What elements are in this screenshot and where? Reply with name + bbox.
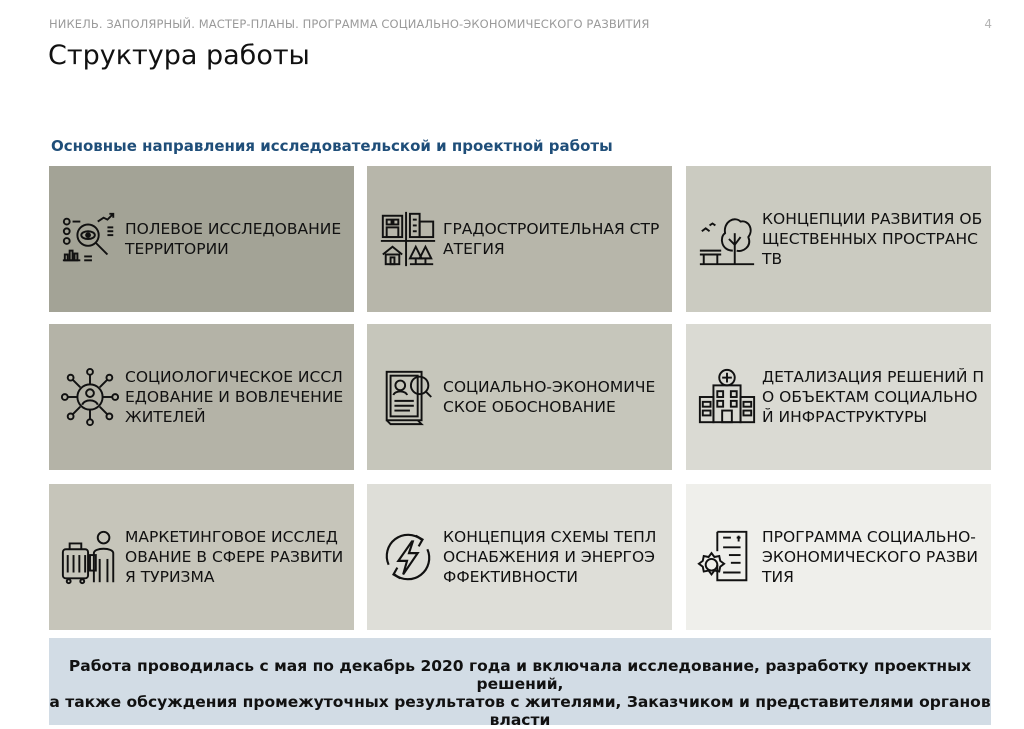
- card-public-spaces: [686, 166, 991, 312]
- card-heat-supply: [367, 484, 672, 630]
- energy-cycle-icon: [375, 524, 441, 590]
- card-label: ПРОГРАММА СОЦИАЛЬНО-ЭКОНОМИЧЕСКОГО РАЗВИТИЯ: [762, 528, 978, 586]
- summary-line-1: Работа проводилась с мая по декабрь 2020 года и включала исследование, разработку проектных решений,: [68, 657, 972, 693]
- card-urban-strategy: [367, 166, 672, 312]
- card-label: ПОЛЕВОЕ ИССЛЕДОВАНИЕ ТЕРРИТОРИИ: [125, 220, 342, 258]
- card-label: МАРКЕТИНГОВОЕ ИССЛЕДОВАНИЕ В СФЕРЕ РАЗВИТИЯ ТУРИЗМА: [125, 528, 344, 586]
- card-tourism-marketing: [49, 484, 354, 630]
- socio-economic-icon: [375, 364, 441, 430]
- card-label: КОНЦЕПЦИЯ СХЕМЫ ТЕПЛОСНАБЖЕНИЯ И ЭНЕРГОЭФФЕКТИВНОСТИ: [443, 528, 657, 586]
- summary-line-2: а также обсуждения промежуточных результатов с жителями, Заказчиком и представителями органов власти: [49, 693, 991, 729]
- card-development-program: [686, 484, 991, 630]
- section-title: Основные направления исследовательской и проектной работы: [51, 137, 613, 155]
- card-label: ГРАДОСТРОИТЕЛЬНАЯ СТРАТЕГИЯ: [443, 220, 660, 258]
- sociology-icon: [57, 364, 123, 430]
- page-number: 4: [984, 17, 992, 31]
- urban-strategy-icon: [375, 206, 441, 272]
- tourist-luggage-icon: [57, 524, 123, 590]
- field-research-icon: [57, 206, 123, 272]
- work-directions-grid: [49, 166, 991, 630]
- public-space-icon: [694, 206, 760, 272]
- card-label: ДЕТАЛИЗАЦИЯ РЕШЕНИЙ ПО ОБЪЕКТАМ СОЦИАЛЬНОЙ ИНФРАСТРУКТУРЫ: [762, 368, 985, 426]
- card-sociology: [49, 324, 354, 470]
- card-label: КОНЦЕПЦИИ РАЗВИТИЯ ОБЩЕСТВЕННЫХ ПРОСТРАНСТВ: [762, 210, 983, 268]
- card-field-research: [49, 166, 354, 312]
- document-header-caption: НИКЕЛЬ. ЗАПОЛЯРНЫЙ. МАСТЕР-ПЛАНЫ. ПРОГРАММА СОЦИАЛЬНО-ЭКОНОМИЧЕСКОГО РАЗВИТИЯ: [49, 17, 650, 31]
- summary-banner: [49, 638, 991, 729]
- page-title: Структура работы: [48, 40, 310, 71]
- card-socio-economic: [367, 324, 672, 470]
- program-document-gear-icon: [694, 524, 760, 590]
- card-social-infrastructure: [686, 324, 991, 470]
- card-label: СОЦИАЛЬНО-ЭКОНОМИЧЕСКОЕ ОБОСНОВАНИЕ: [443, 378, 656, 416]
- card-label: СОЦИОЛОГИЧЕСКОЕ ИССЛЕДОВАНИЕ И ВОВЛЕЧЕНИЕ ЖИТЕЛЕЙ: [125, 368, 344, 426]
- hospital-building-icon: [694, 364, 760, 430]
